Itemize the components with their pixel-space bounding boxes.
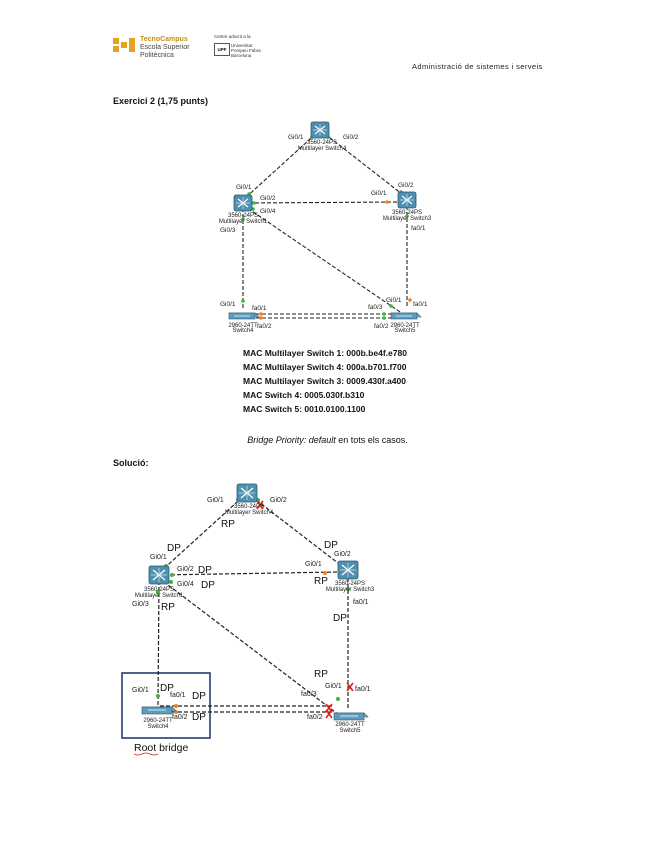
role-dp-label: DP <box>198 565 212 576</box>
port-label: Gi0/2 <box>398 182 414 189</box>
port-label: fa0/2 <box>307 714 323 721</box>
port-label: Gi0/1 <box>207 497 224 504</box>
port-label: Gi0/1 <box>305 561 322 568</box>
links <box>158 493 348 718</box>
port-label: Gi0/1 <box>220 301 236 308</box>
role-dp-label: DP <box>324 540 338 551</box>
port-label: Gi0/1 <box>132 687 149 694</box>
port-label: fa0/1 <box>252 305 267 312</box>
role-dp-label: DP <box>333 613 347 624</box>
network-diagram-2 <box>110 478 410 758</box>
port-label: fa0/1 <box>353 599 369 606</box>
port-label: Gi0/4 <box>260 208 276 215</box>
solution-title: Solució: <box>113 458 149 468</box>
logo-name: TecnoCampus <box>140 36 188 43</box>
role-dp-label: DP <box>167 543 181 554</box>
multilayer-switch1-icon <box>149 566 169 584</box>
port-label: Gi0/1 <box>386 297 402 304</box>
port-label: Gi0/1 <box>288 134 304 141</box>
dev-top-model: 3560-24PS <box>233 504 265 510</box>
port-label: Gi0/1 <box>150 554 167 561</box>
doc-title: Administració de sistemes i serveis <box>412 62 543 71</box>
dev-sw5-model: 2960-24TT <box>390 323 420 329</box>
dev-top-name: Multilayer Switch4 <box>224 510 274 516</box>
partner-line1: Universitat <box>231 43 253 48</box>
port-label: fa0/1 <box>355 686 371 693</box>
dev-right-name: Multilayer Switch3 <box>382 216 432 222</box>
blocked-port-x-icon <box>326 710 332 718</box>
role-rp-label: RP <box>161 602 175 613</box>
port-label: Gi0/1 <box>371 190 387 197</box>
port-label: Gi0/2 <box>260 195 276 202</box>
logo-text <box>140 36 189 60</box>
port-label: fa0/1 <box>411 225 426 232</box>
dev-top-name: Multilayer Switch4 <box>297 146 347 152</box>
partner-caption: Centre adscrit a la <box>214 34 251 39</box>
role-rp-label: RP <box>221 519 235 530</box>
port-leds <box>156 498 350 714</box>
dev-sw5-model: 2960-24TT <box>335 722 365 728</box>
port-label: Gi0/4 <box>177 581 194 588</box>
mac-line: MAC Multilayer Switch 3: 0009.430f.a400 <box>243 376 406 386</box>
role-dp-label: DP <box>160 683 174 694</box>
port-label: fa0/1 <box>413 301 428 308</box>
exercise-title: Exercici 2 (1,75 punts) <box>113 96 209 106</box>
multilayer-switch3-icon <box>398 192 416 208</box>
dev-sw5-name: Switch5 <box>394 328 416 334</box>
port-label: Gi0/2 <box>343 134 359 141</box>
multilayer-switch4-icon <box>237 484 257 502</box>
role-dp-label: DP <box>192 691 206 702</box>
port-label: fa0/2 <box>257 323 272 330</box>
role-rp-label: RP <box>314 669 328 680</box>
dev-sw4-model: 2960-24TT <box>228 323 258 329</box>
dev-sw4-name: Switch4 <box>147 724 169 730</box>
port-label: fa0/1 <box>170 692 186 699</box>
switch4-icon <box>142 707 176 714</box>
dev-sw4-model: 2960-24TT <box>143 718 173 724</box>
dev-left-name: Multilayer Switch1 <box>134 593 184 599</box>
port-label: fa0/2 <box>374 323 389 330</box>
port-leds <box>241 135 412 320</box>
root-bridge-label: Root bridge <box>134 742 189 754</box>
note-rest: en tots els casos. <box>335 435 408 445</box>
port-label: Gi0/3 <box>220 227 236 234</box>
dev-top-model: 3560-24PS <box>306 140 338 146</box>
port-label: Gi0/1 <box>325 683 342 690</box>
partner-line2: Pompeu Fabra <box>231 48 261 53</box>
port-label: fa0/3 <box>368 304 383 311</box>
role-rp-label: RP <box>314 576 328 587</box>
bridge-priority-note <box>0 435 655 445</box>
dev-right-model: 3560-24PS <box>334 581 366 587</box>
switch4-icon <box>229 313 259 319</box>
mac-line: MAC Switch 4: 0005.030f.b310 <box>243 390 365 400</box>
note-italic: Bridge Priority: default <box>247 435 336 445</box>
dev-left-name: Multilayer Switch1 <box>218 219 268 225</box>
port-label: Gi0/2 <box>334 551 351 558</box>
multilayer-switch3-icon <box>338 561 358 579</box>
links <box>243 130 407 318</box>
partner-line3: Barcelona <box>231 53 252 58</box>
multilayer-switch1-icon <box>234 195 252 211</box>
port-label: fa0/3 <box>301 691 317 698</box>
logo-sub1: Escola Superior <box>140 44 190 51</box>
multilayer-switch4-icon <box>311 122 329 138</box>
partner-text <box>231 43 261 58</box>
upf-logo-icon: UPF <box>214 43 230 56</box>
role-dp-label: DP <box>192 712 206 723</box>
port-label: Gi0/2 <box>177 566 194 573</box>
dev-left-model: 3560-24PS <box>143 587 175 593</box>
port-label: Gi0/2 <box>270 497 287 504</box>
tecnocampus-logo-icon <box>113 38 135 52</box>
dev-sw5-name: Switch5 <box>339 728 361 734</box>
port-label: fa0/2 <box>172 714 188 721</box>
role-dp-label: DP <box>201 580 215 591</box>
dev-left-model: 3560-24PS <box>227 213 259 219</box>
mac-line: MAC Multilayer Switch 4: 000a.b701.f700 <box>243 362 407 372</box>
dev-right-model: 3560-24PS <box>391 210 423 216</box>
mac-line: MAC Multilayer Switch 1: 000b.be4f.e780 <box>243 348 407 358</box>
port-label: Gi0/3 <box>132 601 149 608</box>
dev-right-name: Multilayer Switch3 <box>325 587 375 593</box>
dev-sw4-name: Switch4 <box>232 328 254 334</box>
switch5-icon <box>334 713 368 720</box>
mac-line: MAC Switch 5: 0010.0100.1100 <box>243 404 366 414</box>
port-label: Gi0/1 <box>236 184 252 191</box>
switch5-icon <box>391 313 421 319</box>
network-diagram-1 <box>200 118 440 340</box>
logo-sub2: Politècnica <box>140 52 174 59</box>
